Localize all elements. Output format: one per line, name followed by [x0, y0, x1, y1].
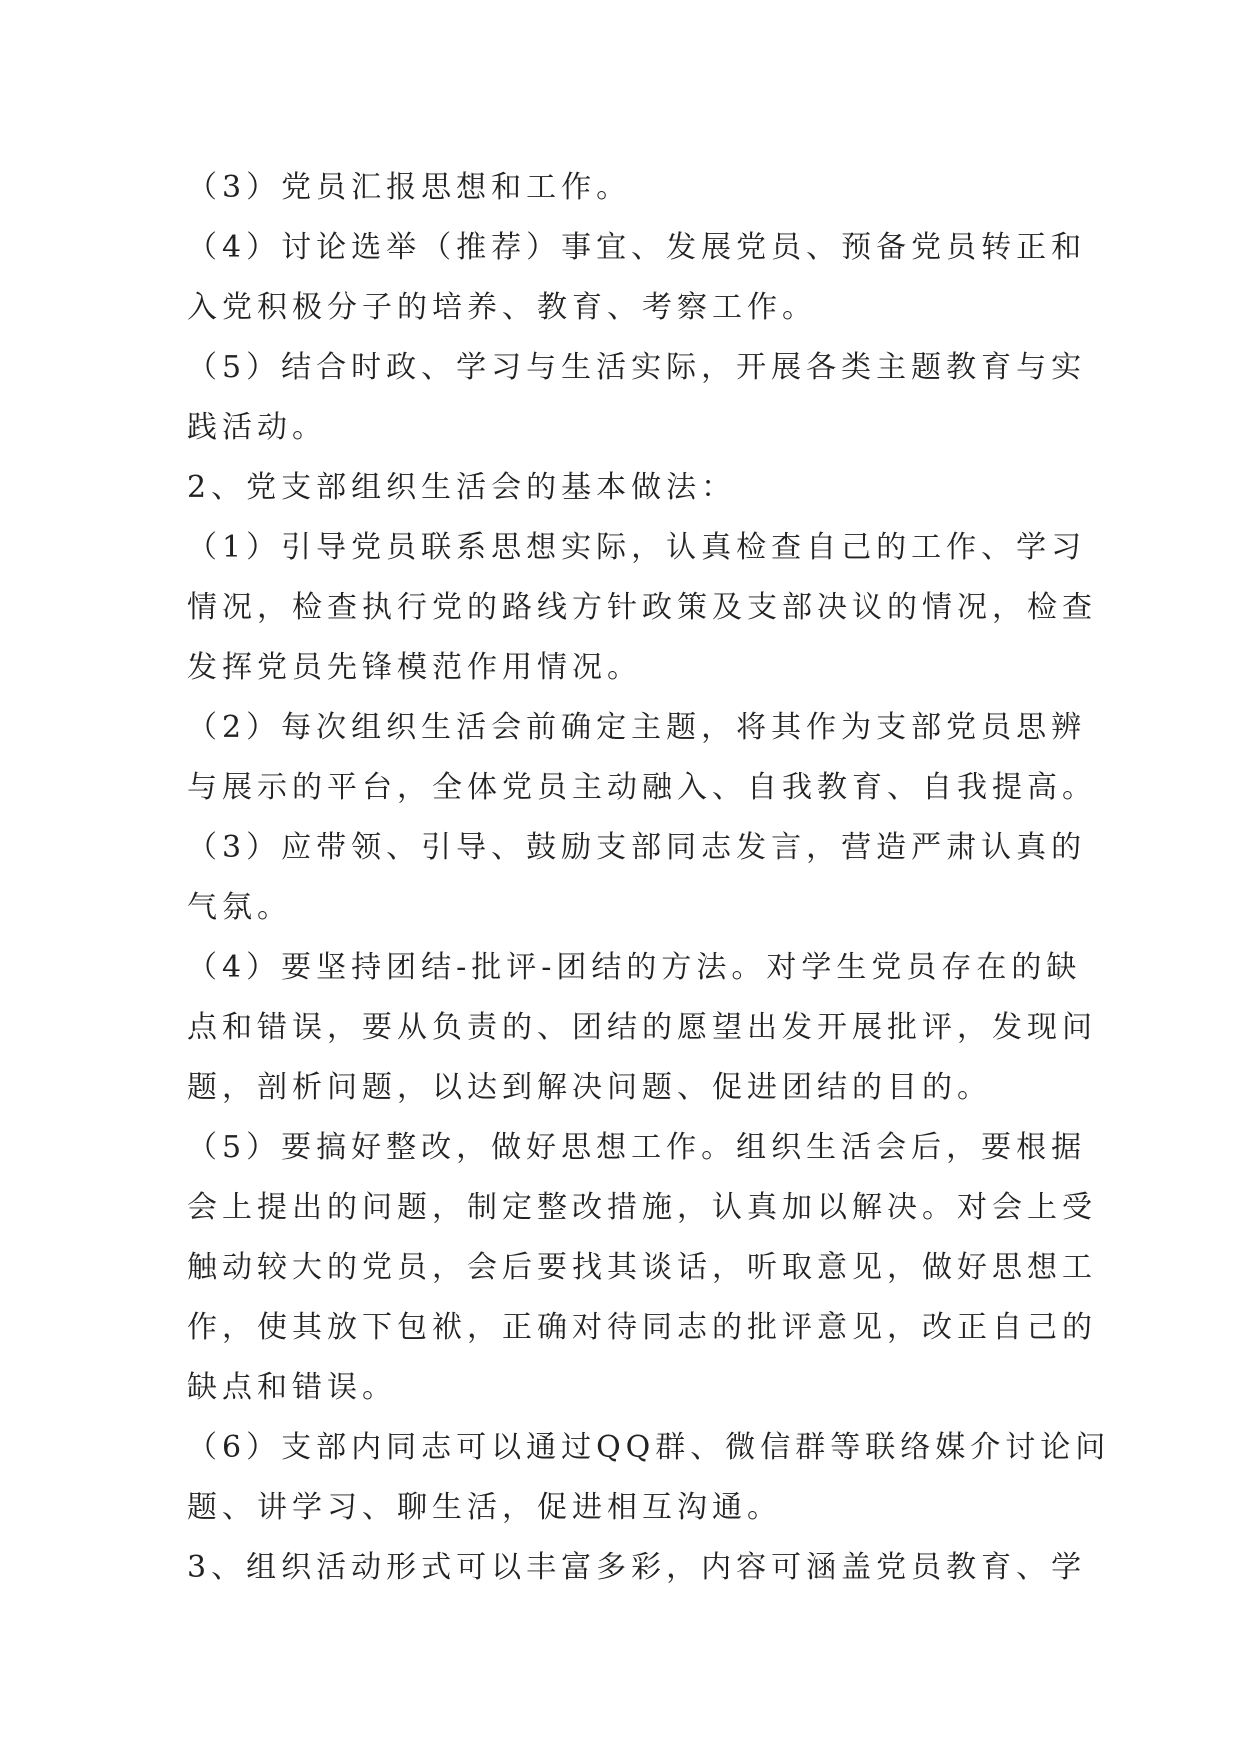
text-line: （4）要坚持团结-批评-团结的方法。对学生党员存在的缺 [187, 950, 1082, 985]
text-line: （2）每次组织生活会前确定主题，将其作为支部党员思辨 [187, 710, 1087, 745]
text-line: 点和错误，要从负责的、团结的愿望出发开展批评，发现问 [187, 1010, 1097, 1045]
text-line: （6）支部内同志可以通过QQ群、微信群等联络媒介讨论问 [187, 1430, 1111, 1465]
text-line: 发挥党员先锋模范作用情况。 [187, 650, 642, 685]
text-line: （5）结合时政、学习与生活实际，开展各类主题教育与实 [187, 350, 1087, 385]
text-line: 题，剖析问题，以达到解决问题、促进团结的目的。 [187, 1070, 992, 1105]
text-line: 入党积极分子的培养、教育、考察工作。 [187, 290, 817, 325]
text-line: （3）应带领、引导、鼓励支部同志发言，营造严肃认真的 [187, 830, 1087, 865]
section-heading: 3、组织活动形式可以丰富多彩，内容可涵盖党员教育、学 [187, 1550, 1087, 1585]
text-line: （1）引导党员联系思想实际，认真检查自己的工作、学习 [187, 530, 1087, 565]
text-line: （5）要搞好整改，做好思想工作。组织生活会后，要根据 [187, 1130, 1087, 1165]
text-line: 情况，检查执行党的路线方针政策及支部决议的情况，检查 [187, 590, 1097, 625]
document-body [187, 158, 1111, 1598]
text-line: 作，使其放下包袱，正确对待同志的批评意见，改正自己的 [187, 1310, 1097, 1345]
text-line: 与展示的平台，全体党员主动融入、自我教育、自我提高。 [187, 770, 1097, 805]
text-line: 气氛。 [187, 890, 292, 925]
text-line: （4）讨论选举（推荐）事宜、发展党员、预备党员转正和 [187, 230, 1087, 265]
text-line: 会上提出的问题，制定整改措施，认真加以解决。对会上受 [187, 1190, 1097, 1225]
text-line: 触动较大的党员，会后要找其谈话，听取意见，做好思想工 [187, 1250, 1097, 1285]
text-line: 缺点和错误。 [187, 1370, 397, 1405]
text-line: 题、讲学习、聊生活，促进相互沟通。 [187, 1490, 782, 1525]
text-line: （3）党员汇报思想和工作。 [187, 170, 632, 205]
section-heading: 2、党支部组织生活会的基本做法： [187, 470, 737, 505]
text-line: 践活动。 [187, 410, 327, 445]
